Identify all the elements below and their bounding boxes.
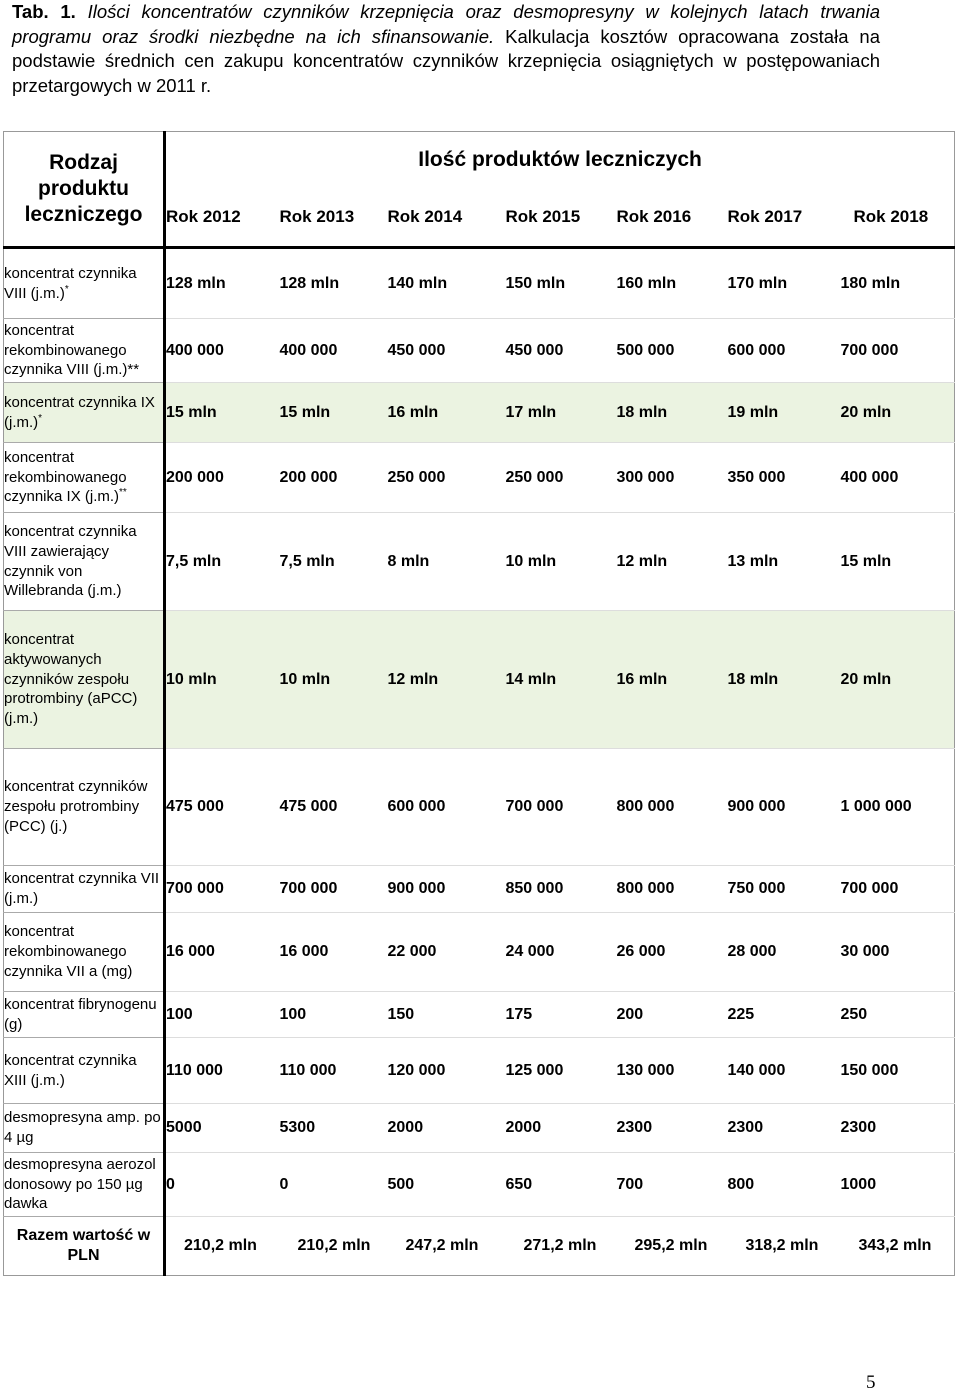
row-product-name <box>4 248 165 319</box>
cell-value: 900 000 <box>388 866 506 913</box>
cell-value: 7,5 mln <box>165 513 280 611</box>
row-product-name <box>4 1038 165 1104</box>
header-year: Rok 2017 <box>728 189 841 248</box>
product-name-text: koncentrat czynnika VIII (j.m.) <box>4 264 137 302</box>
total-value: 318,2 mln <box>728 1217 841 1276</box>
cell-value: 175 <box>506 992 617 1038</box>
cell-value: 500 000 <box>617 319 728 383</box>
header-year: Rok 2014 <box>388 189 506 248</box>
cell-value: 450 000 <box>388 319 506 383</box>
cell-value: 16 mln <box>388 383 506 443</box>
cell-value: 700 000 <box>165 866 280 913</box>
total-value: 247,2 mln <box>388 1217 506 1276</box>
header-year: Rok 2018 <box>841 189 955 248</box>
cell-value: 2000 <box>506 1104 617 1153</box>
cell-value: 1000 <box>841 1153 955 1217</box>
footnote-marker: * <box>64 283 69 295</box>
product-name-text: koncentrat czynnika IX (j.m.) <box>4 393 155 431</box>
cell-value: 180 mln <box>841 248 955 319</box>
cell-value: 700 <box>617 1153 728 1217</box>
cell-value: 150 <box>388 992 506 1038</box>
row-product-name <box>4 749 165 866</box>
cell-value: 200 000 <box>280 443 388 513</box>
cell-value: 700 000 <box>841 866 955 913</box>
row-product-name <box>4 992 165 1038</box>
cell-value: 400 000 <box>165 319 280 383</box>
cell-value: 475 000 <box>280 749 388 866</box>
row-product-name <box>4 611 165 749</box>
cell-value: 130 000 <box>617 1038 728 1104</box>
product-name-text: desmopresyna aerozol donosowy po 150 µg dawka <box>4 1155 156 1213</box>
cell-value: 0 <box>280 1153 388 1217</box>
caption-italic-text: Ilości koncentratów czynników krzepnięcia oraz desmopresyny w kolejnych latach trwania programu oraz środki niezbędne na ich sfinansowanie. <box>12 1 881 47</box>
cell-value: 17 mln <box>506 383 617 443</box>
product-name-text: koncentrat czynnika VIII zawierający czynnik von Willebranda (j.m.) <box>4 523 137 600</box>
cell-value: 600 000 <box>388 749 506 866</box>
cell-value: 16 000 <box>280 913 388 992</box>
row-product-name <box>4 383 165 443</box>
table-row <box>4 1153 955 1217</box>
header-year: Rok 2016 <box>617 189 728 248</box>
cell-value: 19 mln <box>728 383 841 443</box>
cell-value: 110 000 <box>280 1038 388 1104</box>
header-year: Rok 2015 <box>506 189 617 248</box>
cell-value: 350 000 <box>728 443 841 513</box>
cell-value: 225 <box>728 992 841 1038</box>
cell-value: 12 mln <box>388 611 506 749</box>
total-label: Razem wartość w PLN <box>4 1217 165 1276</box>
cell-value: 26 000 <box>617 913 728 992</box>
cell-value: 30 000 <box>841 913 955 992</box>
cell-value: 500 <box>388 1153 506 1217</box>
product-name-text: koncentrat rekombinowanego czynnika VIII (j.m.)** <box>4 321 140 379</box>
cell-value: 1 000 000 <box>841 749 955 866</box>
cell-value: 20 mln <box>841 383 955 443</box>
caption-label: Tab. 1. <box>12 1 76 22</box>
cell-value: 650 <box>506 1153 617 1217</box>
cell-value: 450 000 <box>506 319 617 383</box>
cell-value: 700 000 <box>506 749 617 866</box>
cell-value: 900 000 <box>728 749 841 866</box>
cell-value: 24 000 <box>506 913 617 992</box>
cell-value: 110 000 <box>165 1038 280 1104</box>
header-year: Rok 2012 <box>165 189 280 248</box>
caption-normal-text: Kalkulacja kosztów opracowana została na podstawie średnich cen zakupu koncentratów czynników krzepnięcia osiągniętych w postępowaniach przetargowych w 2011 r. <box>12 25 881 96</box>
cell-value: 140 mln <box>388 248 506 319</box>
table-row <box>4 992 955 1038</box>
cell-value: 18 mln <box>617 383 728 443</box>
table-row <box>4 749 955 866</box>
header-product-type: Rodzaj produktu leczniczego <box>4 132 165 248</box>
row-product-name <box>4 319 165 383</box>
table-row <box>4 611 955 749</box>
product-name-text: koncentrat rekombinowanego czynnika VII a (mg) <box>4 923 133 980</box>
cell-value: 10 mln <box>506 513 617 611</box>
table-row <box>4 1038 955 1104</box>
product-name-text: koncentrat czynnika VII (j.m.) <box>4 870 160 907</box>
cell-value: 800 <box>728 1153 841 1217</box>
cell-value: 10 mln <box>280 611 388 749</box>
row-product-name <box>4 866 165 913</box>
row-product-name <box>4 1104 165 1153</box>
table-caption <box>12 0 880 98</box>
cell-value: 18 mln <box>728 611 841 749</box>
cell-value: 170 mln <box>728 248 841 319</box>
cell-value: 250 <box>841 992 955 1038</box>
cell-value: 150 mln <box>506 248 617 319</box>
table-row <box>4 866 955 913</box>
cell-value: 2000 <box>388 1104 506 1153</box>
cell-value: 12 mln <box>617 513 728 611</box>
header-year: Rok 2013 <box>280 189 388 248</box>
product-name-text: koncentrat czynnika XIII (j.m.) <box>4 1051 137 1089</box>
total-value: 343,2 mln <box>841 1217 955 1276</box>
cell-value: 16 mln <box>617 611 728 749</box>
cell-value: 15 mln <box>165 383 280 443</box>
cell-value: 5000 <box>165 1104 280 1153</box>
product-name-text: koncentrat aktywowanych czynników zespołu protrombiny (aPCC) (j.m.) <box>4 631 138 728</box>
cell-value: 100 <box>165 992 280 1038</box>
products-table <box>3 131 955 1276</box>
page-number: 5 <box>866 1372 876 1393</box>
cell-value: 800 000 <box>617 749 728 866</box>
product-name-text: desmopresyna amp. po 4 µg <box>4 1109 161 1146</box>
cell-value: 750 000 <box>728 866 841 913</box>
product-name-text: koncentrat fibrynogenu (g) <box>4 995 157 1033</box>
cell-value: 800 000 <box>617 866 728 913</box>
total-row <box>4 1217 955 1276</box>
table-row <box>4 513 955 611</box>
cell-value: 7,5 mln <box>280 513 388 611</box>
total-value: 210,2 mln <box>165 1217 280 1276</box>
row-product-name <box>4 443 165 513</box>
cell-value: 400 000 <box>841 443 955 513</box>
table-row <box>4 913 955 992</box>
cell-value: 8 mln <box>388 513 506 611</box>
cell-value: 200 <box>617 992 728 1038</box>
table-row <box>4 443 955 513</box>
cell-value: 15 mln <box>841 513 955 611</box>
row-product-name <box>4 513 165 611</box>
total-value: 271,2 mln <box>506 1217 617 1276</box>
table-row <box>4 248 955 319</box>
cell-value: 100 <box>280 992 388 1038</box>
table-row <box>4 1104 955 1153</box>
cell-value: 28 000 <box>728 913 841 992</box>
header-quantity: Ilość produktów leczniczych <box>165 132 955 189</box>
row-product-name <box>4 1153 165 1217</box>
cell-value: 140 000 <box>728 1038 841 1104</box>
product-name-text: koncentrat rekombinowanego czynnika IX (j.m.) <box>4 448 127 506</box>
cell-value: 10 mln <box>165 611 280 749</box>
table-row <box>4 319 955 383</box>
cell-value: 14 mln <box>506 611 617 749</box>
cell-value: 150 000 <box>841 1038 955 1104</box>
cell-value: 128 mln <box>280 248 388 319</box>
cell-value: 128 mln <box>165 248 280 319</box>
row-product-name <box>4 913 165 992</box>
footnote-marker: * <box>38 412 43 424</box>
cell-value: 400 000 <box>280 319 388 383</box>
cell-value: 13 mln <box>728 513 841 611</box>
cell-value: 2300 <box>617 1104 728 1153</box>
cell-value: 22 000 <box>388 913 506 992</box>
cell-value: 250 000 <box>506 443 617 513</box>
cell-value: 300 000 <box>617 443 728 513</box>
cell-value: 700 000 <box>841 319 955 383</box>
cell-value: 200 000 <box>165 443 280 513</box>
cell-value: 850 000 <box>506 866 617 913</box>
cell-value: 5300 <box>280 1104 388 1153</box>
cell-value: 2300 <box>841 1104 955 1153</box>
cell-value: 160 mln <box>617 248 728 319</box>
total-value: 210,2 mln <box>280 1217 388 1276</box>
table-row <box>4 383 955 443</box>
cell-value: 700 000 <box>280 866 388 913</box>
footnote-marker: ** <box>119 487 127 499</box>
cell-value: 125 000 <box>506 1038 617 1104</box>
cell-value: 475 000 <box>165 749 280 866</box>
cell-value: 0 <box>165 1153 280 1217</box>
cell-value: 15 mln <box>280 383 388 443</box>
cell-value: 250 000 <box>388 443 506 513</box>
product-name-text: koncentrat czynników zespołu protrombiny (PCC) (j.) <box>4 778 148 835</box>
cell-value: 16 000 <box>165 913 280 992</box>
cell-value: 2300 <box>728 1104 841 1153</box>
total-value: 295,2 mln <box>617 1217 728 1276</box>
cell-value: 120 000 <box>388 1038 506 1104</box>
cell-value: 20 mln <box>841 611 955 749</box>
cell-value: 600 000 <box>728 319 841 383</box>
